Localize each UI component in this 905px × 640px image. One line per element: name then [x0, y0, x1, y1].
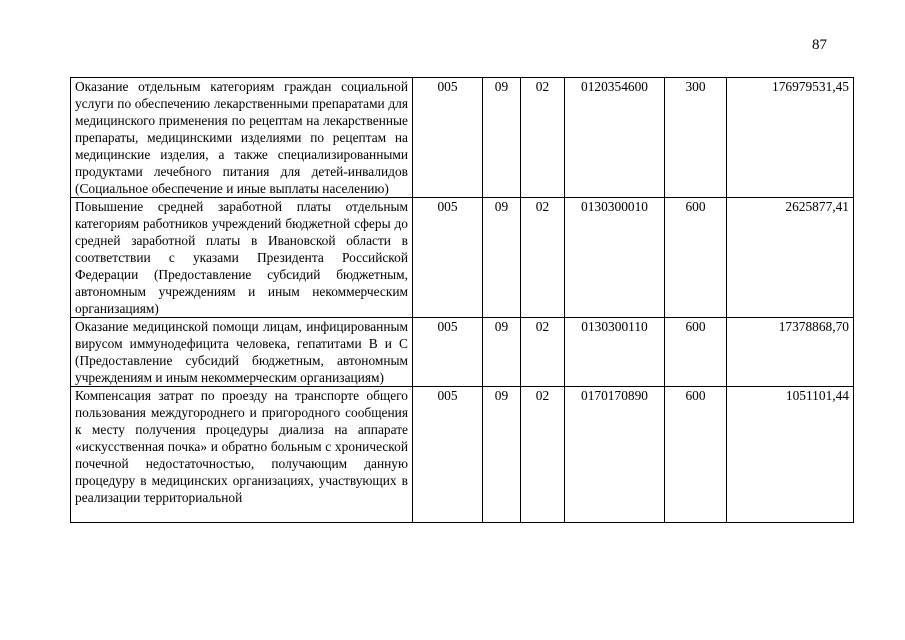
row-name-cell: Повышение средней заработной платы отдельным категориям работников учреждений бюджетной сферы до средней заработной платы в Ивановской области в соответствии с указами Президента Российской Федерации (Предоставление субсидий бюджетным, автономным учреждениям и иным некоммерческим организациям) — [71, 198, 413, 318]
section-code-cell: 09 — [483, 198, 521, 318]
section-code-cell: 09 — [483, 387, 521, 523]
row-name-cell: Оказание медицинской помощи лицам, инфицированным вирусом иммунодефицита человека, гепатитами В и С (Предоставление субсидий бюджетным, автономным учреждениям и иным некоммерческим организациям) — [71, 318, 413, 387]
section-code-cell: 09 — [483, 78, 521, 198]
section-code-cell: 09 — [483, 318, 521, 387]
expense-type-cell: 600 — [665, 387, 727, 523]
target-article-cell: 0170170890 — [565, 387, 665, 523]
page-number: 87 — [812, 37, 827, 53]
row-name-cell: Оказание отдельным категориям граждан социальной услуги по обеспечению лекарственными препаратами для медицинского применения по рецептам на лекарственные препараты, медицинскими изделиями по рецептам на медицинские изделия, а также специализированными продуктами лечебного питания для детей-инвалидов (Социальное обеспечение и иные выплаты населению) — [71, 78, 413, 198]
amount-cell: 17378868,70 — [727, 318, 854, 387]
ved-code-cell: 005 — [413, 78, 483, 198]
table-row — [71, 198, 854, 318]
amount-cell: 2625877,41 — [727, 198, 854, 318]
subsection-code-cell: 02 — [521, 318, 565, 387]
expense-type-cell: 300 — [665, 78, 727, 198]
expense-type-cell: 600 — [665, 198, 727, 318]
budget-table — [70, 77, 854, 523]
subsection-code-cell: 02 — [521, 387, 565, 523]
subsection-code-cell: 02 — [521, 78, 565, 198]
row-name-text: Компенсация затрат по проезду на транспорте общего пользования междугороднего и пригородного сообщения к месту получения процедуры диализа на аппарате «искусственная почка» и обратно больным с хронической почечной недостаточностью, получающим данную процедуру в медицинских организациях, участвующих в реализации территориальной — [75, 388, 408, 505]
table-row — [71, 318, 854, 387]
ved-code-cell: 005 — [413, 387, 483, 523]
ved-code-cell: 005 — [413, 198, 483, 318]
subsection-code-cell: 02 — [521, 198, 565, 318]
target-article-cell: 0120354600 — [565, 78, 665, 198]
table-row — [71, 78, 854, 198]
row-name-cell — [71, 387, 413, 523]
amount-cell: 1051101,44 — [727, 387, 854, 523]
target-article-cell: 0130300110 — [565, 318, 665, 387]
target-article-cell: 0130300010 — [565, 198, 665, 318]
ved-code-cell: 005 — [413, 318, 483, 387]
amount-cell: 176979531,45 — [727, 78, 854, 198]
expense-type-cell: 600 — [665, 318, 727, 387]
table-row — [71, 387, 854, 523]
